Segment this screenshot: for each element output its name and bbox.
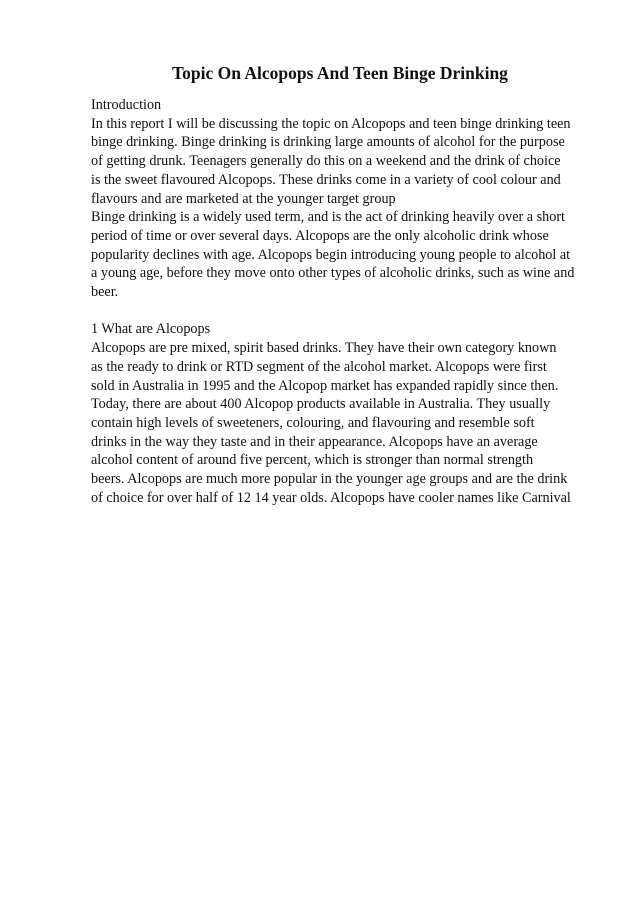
page-title: Topic On Alcopops And Teen Binge Drinking — [172, 63, 508, 83]
paragraph-spacer — [91, 302, 591, 321]
paragraph-line: of choice for over half of 12 14 year olds. Alcopops have cooler names like Carnival — [91, 489, 571, 506]
section-what-are-alcopops — [91, 320, 591, 507]
section-heading: Introduction — [91, 97, 162, 113]
paragraph-line: Binge drinking is a widely used term, and is the act of drinking heavily over a short — [91, 209, 565, 226]
paragraph-line: alcohol content of around five percent, which is stronger than normal strength — [91, 452, 534, 469]
paragraph-line: beer. — [91, 284, 119, 301]
paragraph-line: is the sweet flavoured Alcopops. These drinks come in a variety of cool colour and — [91, 171, 561, 188]
paragraph-line: binge drinking. Binge drinking is drinking large amounts of alcohol for the purpose — [91, 134, 565, 151]
paragraph-line: beers. Alcopops are much more popular in the younger age groups and are the drink — [91, 471, 568, 488]
section-introduction — [91, 96, 591, 302]
paragraph-line: as the ready to drink or RTD segment of the alcohol market. Alcopops were first — [91, 358, 547, 375]
paragraph-line: Today, there are about 400 Alcopop products available in Australia. They usually — [91, 396, 551, 413]
paragraph-line: period of time or over several days. Alcopops are the only alcoholic drink whose — [91, 227, 549, 244]
paragraph-line: flavours and are marketed at the younger target group — [91, 190, 396, 207]
paragraph-line: In this report I will be discussing the topic on Alcopops and teen binge drinking teen — [91, 115, 571, 132]
paragraph-line: a young age, before they move onto other types of alcoholic drinks, such as wine and — [91, 265, 575, 282]
paragraph-line: of getting drunk. Teenagers generally do this on a weekend and the drink of choice — [91, 153, 561, 170]
paragraph-line: sold in Australia in 1995 and the Alcopop market has expanded rapidly since then. — [91, 377, 559, 394]
paragraph-line: contain high levels of sweeteners, colouring, and flavouring and resemble soft — [91, 414, 535, 431]
section-heading: 1 What are Alcopops — [91, 321, 211, 338]
paragraph-line: drinks in the way they taste and in their appearance. Alcopops have an average — [91, 433, 538, 450]
paragraph-line: Alcopops are pre mixed, spirit based drinks. They have their own category known — [91, 340, 557, 357]
document-body — [91, 96, 591, 507]
paragraph-line: popularity declines with age. Alcopops begin introducing young people to alcohol at — [91, 246, 571, 263]
